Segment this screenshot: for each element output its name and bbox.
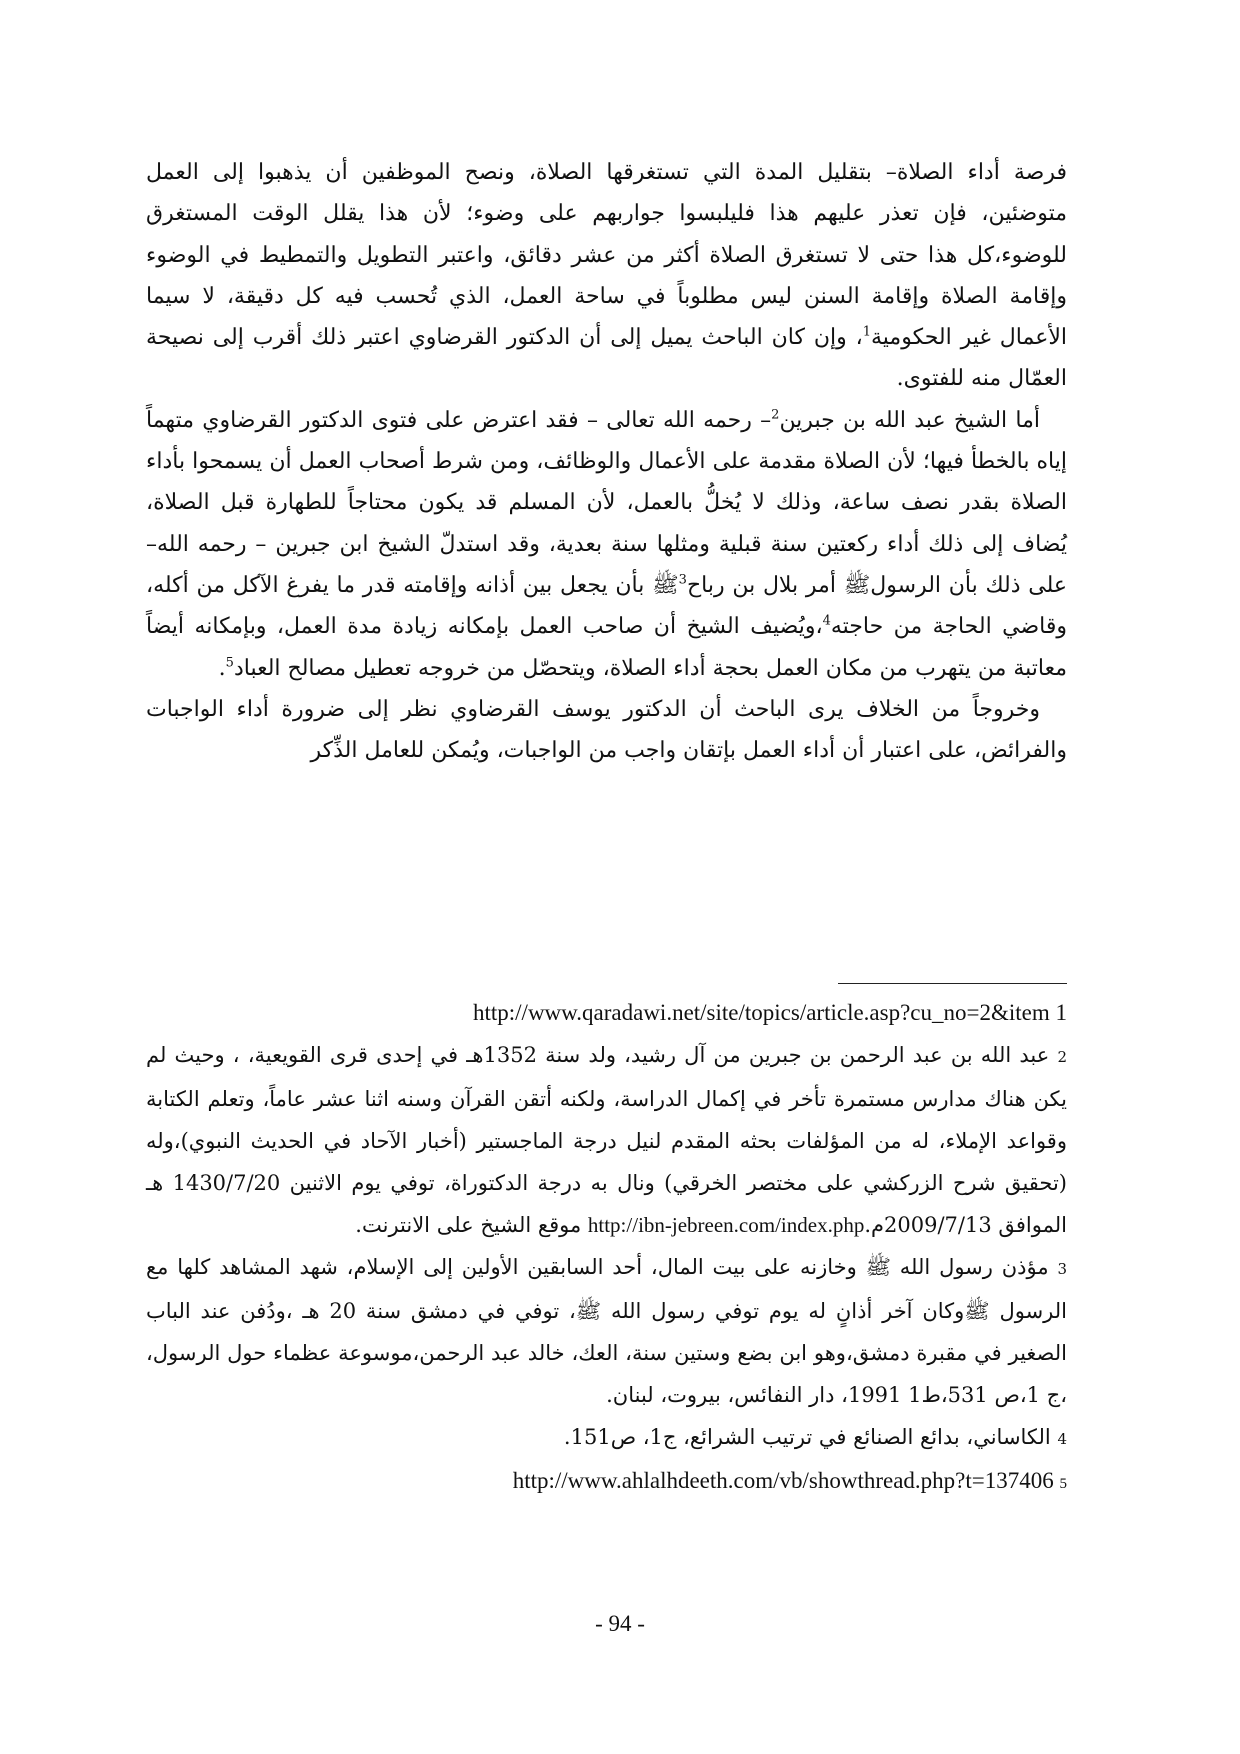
paragraph-2: أما الشيخ عبد الله بن جبرين$^2$– رحمه الله تعالى – فقد اعترض على فتوى الدكتور القرضاوي متهماً إياه بالخطأ فيها؛ لأن الصلاة مقدمة على الأعمال والوظائف، ومن شرط أصحاب العمل أن يسمحوا بأداء الصلاة بقدر نصف ساعة، وذلك لا يُخلُّ بالعمل، لأن المسلم قد يكون محتاجاً للطهارة قبل الصلاة، يُضاف إلى ذلك أداء ركعتين سنة قبلية ومثلها سنة بعدية، وقد استدلّ الشيخ ابن جبرين – رحمه الله– على ذلك بأن الرسولﷺ أمر بلال بن رباح$^3$ﷺ بأن يجعل بين أذانه وإقامته قدر ما يفرغ الآكل من أكله، وقاضي الحاجة من حاجته$^4$،ويُضيف الشيخ أن صاحب العمل بإمكانه زيادة مدة العمل، وبإمكانه أيضاً معاتبة من يتهرب من مكان العمل بحجة أداء الصلاة، ويتحصّل من خروجه تعطيل مصالح العباد$^5$.: [146, 407, 1067, 681]
main-text: [146, 152, 1067, 771]
footnote-1-url[interactable]: http://www.qaradawi.net/site/topics/article.asp?cu_no=2&item: [473, 1000, 1050, 1025]
paragraph-1: فرصة أداء الصلاة– بتقليل المدة التي تستغرقها الصلاة، ونصح الموظفين أن يذهبوا إلى العمل متوضئين، فإن تعذر عليهم هذا فليلبسوا جواربهم على وضوء؛ لأن هذا يقلل الوقت المستغرق للوضوء،كل هذا حتى لا تستغرق الصلاة أكثر من عشر دقائق، واعتبر التطويل والتمطيط في الوضوء وإقامة الصلاة وإقامة السنن ليس مطلوباً في ساحة العمل، الذي تُحسب فيه كل دقيقة، لا سيما الأعمال غير الحكومية$^1$، وإن كان الباحث يميل إلى أن الدكتور القرضاوي اعتبر ذلك أقرب إلى نصيحة العمّال منه للفتوى.: [146, 160, 1067, 392]
footnote-4: 4 الكاساني، بدائع الصنائع في ترتيب الشرائع، ج1، ص151.: [563, 1425, 1067, 1449]
paragraph-3: وخروجاً من الخلاف يرى الباحث أن الدكتور يوسف القرضاوي نظر إلى ضرورة أداء الواجبات والفرائض، على اعتبار أن أداء العمل بإتقان واجب من الواجبات، ويُمكن للعامل الذِّكر: [146, 696, 1067, 764]
footnote-ref-1[interactable]: 1: [862, 324, 871, 340]
footnotes: [146, 992, 1067, 1505]
footnote-2: 2 عبد الله بن عبد الرحمن بن جبرين من آل رشيد، ولد سنة 1352هـ في إحدى قرى القويعية، ، وحيث لم يكن هناك مدارس مستمرة تأخر في إكمال الدراسة، ولكنه أتقن القرآن وسنه اثنا عشر عاماً، وتعلم الكتابة وقواعد الإملاء، له من المؤلفات بحثه المقدم لنيل درجة الماجستير (أخبار الآحاد في الحديث النبوي)،وله (تحقيق شرح الزركشي على مختصر الخرقي) ونال به درجة الدكتوراة، توفي يوم الاثنين 1430/7/20 هـ الموافق 2009/7/13م.http://ibn-jebreen.com/index.php موقع الشيخ على الانترنت.: [146, 1043, 1067, 1237]
footnote-ref-3[interactable]: 3: [678, 572, 687, 588]
footnote-ref-5[interactable]: 5: [225, 655, 234, 671]
footnote-separator: [838, 983, 1067, 984]
footnote-ref-4[interactable]: 4: [822, 613, 831, 629]
page-number: - 94 -: [595, 1611, 645, 1636]
footnote-3: 3 مؤذن رسول الله ﷺ وخازنه على بيت المال، أحد السابقين الأولين إلى الإسلام، شهد المشاهد كلها مع الرسول ﷺوكان آخر أذانٍ له يوم توفي رسول الله ﷺ، توفي في دمشق سنة 20 هـ ،ودُفن عند الباب الصغير في مقبرة دمشق،وهو ابن بضع وستين سنة، العك، خالد عبد الرحمن،موسوعة عظماء حول الرسول، ،ج 1،ص 531،ط1 1991، دار النفائس، بيروت، لبنان.: [146, 1255, 1067, 1407]
footnote-2-url[interactable]: http://ibn-jebreen.com/index.php: [587, 1213, 865, 1237]
footnote-5: http://www.ahlalhdeeth.com/vb/showthread.php?t=137406 5: [512, 1468, 1067, 1493]
footnote-5-url[interactable]: http://www.ahlalhdeeth.com/vb/showthread.php?t=137406: [512, 1468, 1054, 1493]
footnote-ref-2[interactable]: 2: [771, 407, 780, 423]
footnote-1: http://www.qaradawi.net/site/topics/article.asp?cu_no=2&item 1: [473, 1000, 1067, 1025]
